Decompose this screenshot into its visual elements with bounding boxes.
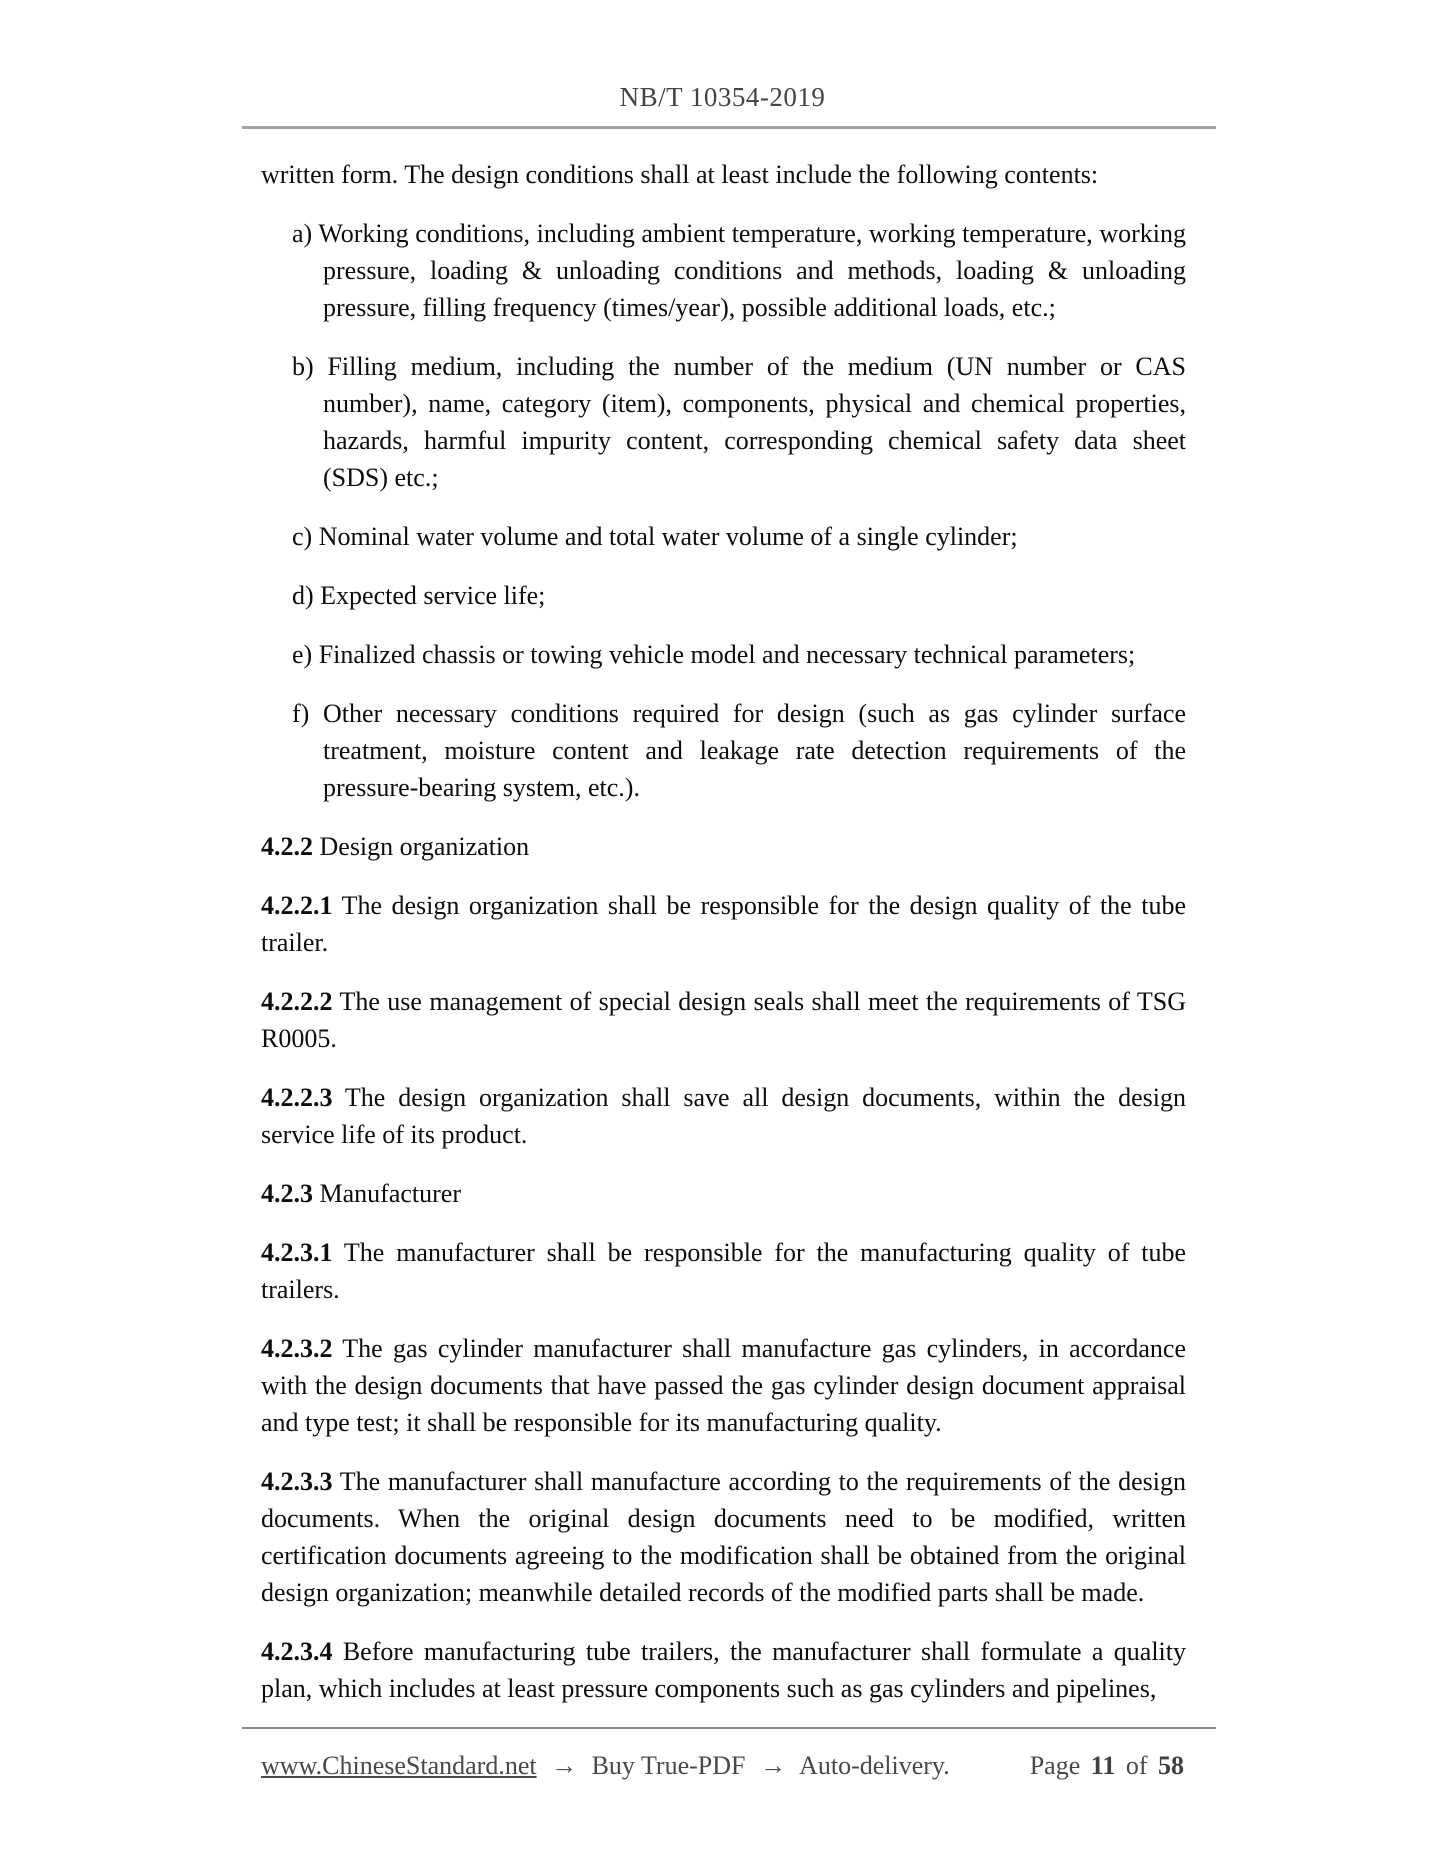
section-text: The manufacturer shall be responsible for the manufacturing quality of tube trailers. [261, 1238, 1186, 1304]
list-marker: e) [292, 640, 313, 669]
list-item-text: Other necessary conditions required for design (such as gas cylinder surface treatment, moisture content and leakage rate detection requirements of the pressure-bearing system, etc.). [323, 699, 1186, 802]
section-text: The design organization shall save all design documents, within the design service life of its product. [261, 1083, 1186, 1149]
list-item-text: Working conditions, including ambient temperature, working temperature, working pressure, loading & unloading conditions and methods, loading & unloading pressure, filling frequency (times/year), possible additional loads, etc.; [318, 219, 1187, 322]
section-number: 4.2.3.1 [261, 1238, 333, 1267]
section-number: 4.2.3.4 [261, 1637, 333, 1666]
section-4-2-3-2 [261, 1330, 1186, 1441]
section-number: 4.2.3.3 [261, 1467, 333, 1496]
section-text: Design organization [319, 832, 530, 861]
arrow-right-icon: → [760, 1751, 786, 1780]
page-total: 58 [1158, 1751, 1184, 1780]
list-item-c [292, 518, 1186, 555]
section-number: 4.2.2.3 [261, 1083, 333, 1112]
list-item-e [292, 636, 1186, 673]
list-marker: d) [292, 581, 314, 610]
section-heading-4-2-2 [261, 828, 1186, 865]
footer-action-buy: Buy True-PDF [591, 1751, 746, 1780]
page-footer [261, 1749, 1188, 1783]
list-marker: f) [292, 699, 310, 728]
header-divider [242, 126, 1216, 129]
page-header-doc-number: NB/T 10354-2019 [619, 82, 826, 112]
list-item-b [292, 348, 1186, 496]
section-number: 4.2.2 [261, 832, 313, 861]
section-number: 4.2.3.2 [261, 1334, 333, 1363]
list-item-text: Expected service life; [320, 581, 546, 610]
page-indicator [1030, 1749, 1188, 1783]
section-4-2-2-1 [261, 887, 1186, 961]
document-body [261, 156, 1186, 1729]
section-4-2-3-1 [261, 1234, 1186, 1308]
list-item-a [292, 215, 1186, 326]
section-text: The use management of special design seals shall meet the requirements of TSG R0005. [261, 987, 1187, 1053]
list-item-text: Filling medium, including the number of the medium (UN number or CAS number), name, category (item), components, physical and chemical properties, hazards, harmful impurity content, corresponding chemical safety data sheet (SDS) etc.; [323, 352, 1186, 492]
list-marker: a) [292, 219, 313, 248]
list-marker: c) [292, 522, 313, 551]
footer-source-line [261, 1749, 958, 1783]
of-label: of [1125, 1751, 1148, 1780]
list-marker: b) [292, 352, 314, 381]
section-text: The gas cylinder manufacturer shall manufacture gas cylinders, in accordance with the design documents that have passed the gas cylinder design document appraisal and type test; it shall be responsible for its manufacturing quality. [261, 1334, 1186, 1437]
section-4-2-2-2 [261, 983, 1186, 1057]
list-item-d [292, 577, 1186, 614]
section-4-2-2-3 [261, 1079, 1186, 1153]
section-heading-4-2-3 [261, 1175, 1186, 1212]
section-text: Before manufacturing tube trailers, the manufacturer shall formulate a quality plan, which includes at least pressure components such as gas cylinders and pipelines, [261, 1637, 1186, 1703]
list-item-text: Nominal water volume and total water volume of a single cylinder; [318, 522, 1018, 551]
section-number: 4.2.2.1 [261, 891, 333, 920]
section-text: The design organization shall be responsible for the design quality of the tube trailer. [261, 891, 1187, 957]
section-text: Manufacturer [319, 1179, 461, 1208]
footer-action-delivery: Auto-delivery. [799, 1751, 950, 1780]
section-number: 4.2.3 [261, 1179, 313, 1208]
footer-divider [242, 1727, 1216, 1729]
paragraph-intro: written form. The design conditions shall at least include the following contents: [261, 160, 1099, 189]
website-link[interactable]: www.ChineseStandard.net [261, 1751, 537, 1780]
arrow-right-icon: → [551, 1751, 578, 1780]
section-4-2-3-4 [261, 1633, 1186, 1707]
page-current: 11 [1090, 1751, 1116, 1780]
section-number: 4.2.2.2 [261, 987, 333, 1016]
page-label: Page [1029, 1751, 1081, 1780]
section-4-2-3-3 [261, 1463, 1186, 1611]
list-item-f [292, 695, 1186, 806]
list-item-text: Finalized chassis or towing vehicle model and necessary technical parameters; [318, 640, 1136, 669]
section-text: The manufacturer shall manufacture according to the requirements of the design documents. When the original design documents need to be modified, written certification documents agreeing to the modification shall be obtained from the original design organization; meanwhile detailed records of the modified parts shall be made. [261, 1467, 1187, 1607]
